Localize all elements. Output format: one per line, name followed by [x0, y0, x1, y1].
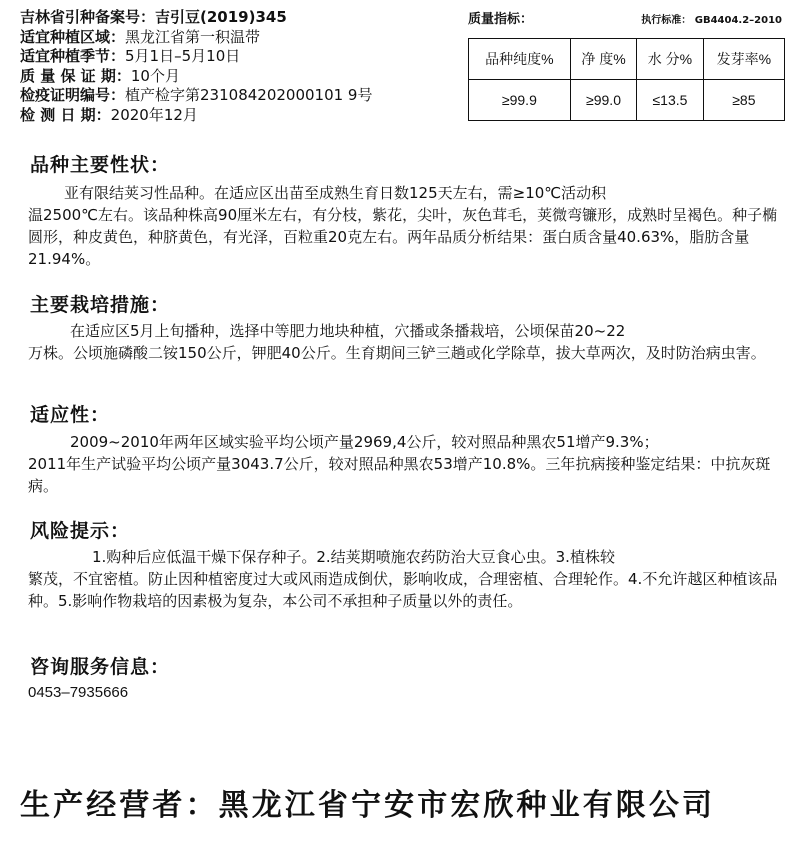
quality-header-row [469, 39, 785, 80]
risk-heading: 风险提示： [30, 520, 131, 542]
info-row-registration [20, 8, 460, 28]
traits-first-line: 亚有限结荚习性品种。在适应区出苗至成熟生育日数125天左右，需≥10℃活动积 [64, 184, 607, 202]
info-value: 吉引豆(2019)345 [155, 8, 287, 26]
adaptability-paragraph [28, 431, 778, 497]
info-label: 适宜种植季节： [20, 47, 126, 65]
info-label: 质 量 保 证 期： [20, 66, 131, 85]
adaptability-first-line: 2009~2010年两年区域实验平均公顷产量2969,4公斤，较对照品种黑农51增产9.3%； [70, 433, 659, 451]
info-label: 检疫证明编号： [20, 86, 126, 104]
quality-header-clarity: 净 度% [570, 39, 636, 80]
info-row-shelf-life [20, 67, 460, 87]
quality-header-moisture: 水 分% [637, 39, 703, 80]
info-value: 5月1日–5月10日 [125, 47, 241, 65]
info-row-region [20, 28, 460, 48]
quality-value-germination: ≥85 [703, 80, 784, 121]
quality-standard: 执行标准： GB4404.2–2010 [641, 15, 782, 26]
producer-line: 生产经营者：黑龙江省宁安市宏欣种业有限公司 [20, 788, 716, 823]
quality-value-moisture: ≤13.5 [637, 80, 703, 121]
traits-paragraph [28, 182, 778, 270]
info-row-test-date [20, 106, 460, 126]
contact-heading: 咨询服务信息： [30, 656, 171, 678]
risk-paragraph [28, 546, 778, 612]
cultivation-first-line: 在适应区5月上旬播种，选择中等肥力地块种植，穴播或条播栽培，公顷保苗20~22 [70, 322, 626, 340]
info-value: 10个月 [130, 66, 180, 85]
cultivation-paragraph [28, 320, 778, 364]
quality-header-germination: 发芽率% [703, 39, 784, 80]
risk-rest: 繁茂，不宜密植。防止因种植密度过大或风雨造成倒伏，影响收成，合理密植、合理轮作。4.不允许越区种植该品种。5.影响作物栽培的因素极为复杂，本公司不承担种子质量以外的责任。 [28, 570, 778, 610]
cultivation-rest: 万株。公顷施磷酸二铵150公斤，钾肥40公斤。生育期间三铲三趟或化学除草，拔大草两次，及时防治病虫害。 [28, 344, 766, 362]
adaptability-heading: 适应性： [30, 404, 111, 426]
contact-phone: 0453–7935666 [28, 684, 129, 701]
quality-value-purity: ≥99.9 [469, 80, 571, 121]
quality-value-row [469, 80, 785, 121]
quality-value-clarity: ≥99.0 [570, 80, 636, 121]
info-value: 植产检字第231084202000101 9号 [125, 86, 373, 104]
info-row-season [20, 47, 460, 67]
adaptability-rest: 2011年生产试验平均公顷产量3043.7公斤，较对照品种黑农53增产10.8%。三年抗病接种鉴定结果：中抗灰斑病。 [28, 455, 771, 495]
quality-header-purity: 品种纯度% [469, 39, 571, 80]
info-value: 2020年12月 [110, 105, 198, 124]
cultivation-heading: 主要栽培措施： [30, 294, 171, 316]
risk-first-line: 1.购种后应低温干燥下保存种子。2.结荚期喷施农药防治大豆食心虫。3.植株较 [92, 548, 615, 566]
quality-table [468, 38, 785, 121]
traits-heading: 品种主要性状： [30, 154, 171, 176]
quality-title: 质量指标： [468, 12, 534, 27]
seed-info-block [20, 8, 460, 125]
info-row-quarantine [20, 86, 460, 106]
info-label: 吉林省引种备案号： [20, 8, 156, 26]
info-label: 检 测 日 期： [20, 105, 111, 124]
info-value: 黑龙江省第一积温带 [125, 27, 261, 46]
info-label: 适宜种植区域： [20, 27, 126, 46]
traits-rest: 温2500℃左右。该品种株高90厘米左右，有分枝，紫花，尖叶，灰色茸毛，荚微弯镰形，成熟时呈褐色。种子椭圆形，种皮黄色，种脐黄色，有光泽，百粒重20克左右。两年品质分析结果：蛋白质含量40.63%，脂肪含量21.94%。 [28, 206, 778, 268]
